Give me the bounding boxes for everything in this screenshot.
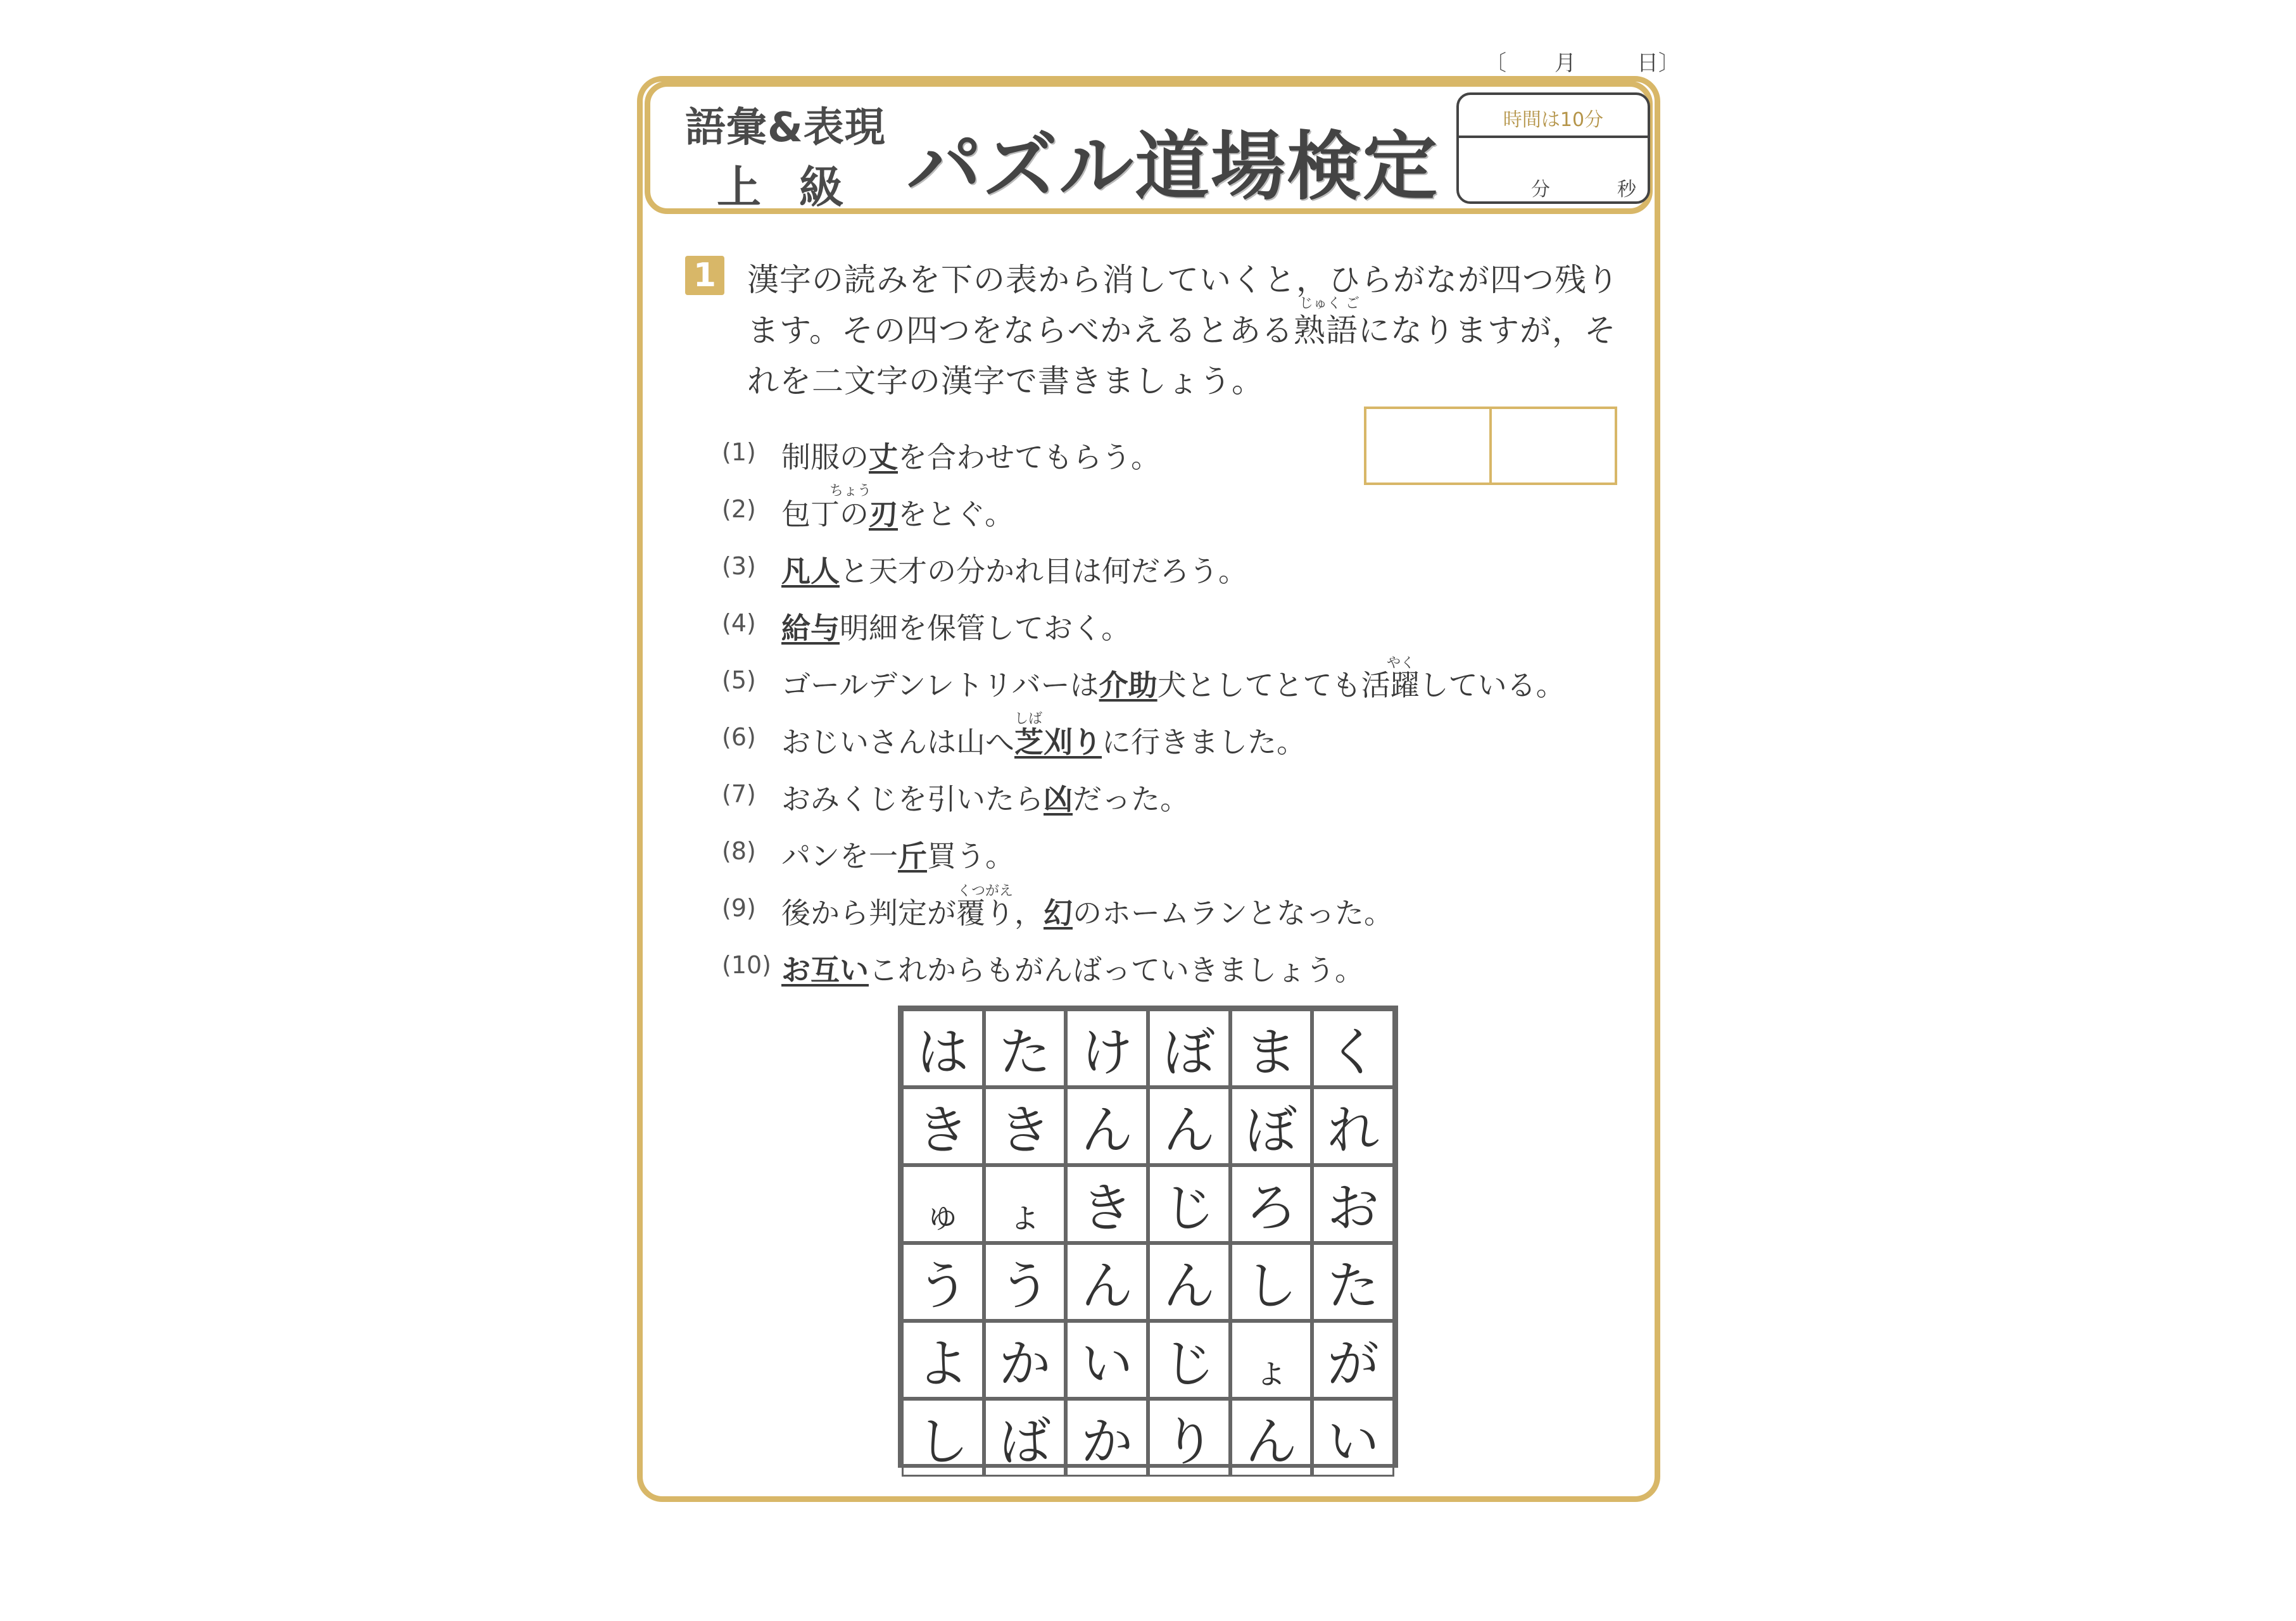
- grid-cell[interactable]: ん: [1148, 1087, 1230, 1165]
- item-sentence: パンを一斤買う。: [781, 839, 1014, 873]
- page-title: パズル道場検定: [907, 123, 1439, 210]
- grid-cell[interactable]: れ: [1312, 1087, 1394, 1165]
- item-target-word: 幻: [1044, 896, 1073, 930]
- instruction-line-2: ます。その四つをならべかえるとある熟語になりますが，そ: [747, 312, 1617, 349]
- instruction-line-1: 漢字の読みを下の表から消していくと，ひらがなが四つ残り: [747, 262, 1619, 298]
- grid-cell[interactable]: う: [902, 1243, 984, 1321]
- instruction-line-3: れを二文字の漢字で書きましょう。: [747, 363, 1264, 400]
- item-number: (9): [722, 894, 756, 922]
- grid-cell[interactable]: ん: [1066, 1087, 1148, 1165]
- item-sentence: 凡人と天才の分かれ目は何だろう。: [781, 554, 1247, 588]
- grid-cell[interactable]: ん: [1230, 1399, 1313, 1477]
- grid-cell[interactable]: き: [902, 1087, 984, 1165]
- item-target-word: 介助: [1099, 668, 1157, 702]
- grid-cell[interactable]: ん: [1148, 1243, 1230, 1321]
- item-number: (10): [722, 951, 772, 979]
- grid-cell[interactable]: け: [1066, 1009, 1148, 1087]
- grid-cell[interactable]: が: [1312, 1321, 1394, 1399]
- item-number: (7): [722, 780, 756, 808]
- grid-cell[interactable]: ょ: [984, 1165, 1066, 1243]
- level-label: 上級: [717, 161, 881, 213]
- item-sentence: 包丁の刃をとぐ。: [781, 497, 1014, 531]
- timer-box: [1456, 92, 1650, 204]
- item-sentence: 給与明細を保管しておく。: [781, 611, 1131, 645]
- timer-label: 時間は10分: [1503, 109, 1604, 131]
- item-ruby: やく: [1387, 655, 1415, 671]
- item-number: (5): [722, 666, 756, 694]
- date-field: [1485, 46, 1680, 76]
- item-target-word: 丈: [869, 440, 898, 474]
- item-target-word: 芝刈り: [1014, 725, 1102, 759]
- grid-cell[interactable]: た: [1312, 1243, 1394, 1321]
- item-target-word: 凶: [1044, 782, 1073, 816]
- item-sentence: おみくじを引いたら凶だった。: [781, 782, 1189, 816]
- timer-divider: [1459, 136, 1648, 138]
- item-number: (4): [722, 609, 756, 637]
- grid-cell[interactable]: し: [902, 1399, 984, 1477]
- grid-cell[interactable]: ま: [1230, 1009, 1313, 1087]
- item-number: (6): [722, 723, 756, 751]
- item-ruby: くつがえ: [957, 883, 1014, 899]
- puzzle-grid: [898, 1006, 1398, 1472]
- answer-cell-1[interactable]: [1366, 409, 1489, 483]
- question-number-badge: 1: [685, 256, 724, 295]
- item-target-word: 刃: [869, 497, 898, 531]
- item-target-word: 給与: [781, 611, 840, 645]
- item-sentence: 後から判定が覆り，幻のホームランとなった。: [781, 896, 1393, 930]
- grid-cell[interactable]: き: [1066, 1165, 1148, 1243]
- item-target-word: お互い: [781, 953, 869, 987]
- date-day-label: 日〕: [1637, 51, 1680, 76]
- grid-cell[interactable]: く: [1312, 1009, 1394, 1087]
- grid-cell[interactable]: ば: [984, 1399, 1066, 1477]
- grid-cell[interactable]: じ: [1148, 1165, 1230, 1243]
- grid-cell[interactable]: か: [1066, 1399, 1148, 1477]
- grid-cell[interactable]: か: [984, 1321, 1066, 1399]
- grid-cell[interactable]: り: [1148, 1399, 1230, 1477]
- grid-cell[interactable]: ぼ: [1148, 1009, 1230, 1087]
- item-ruby: しば: [1014, 711, 1043, 727]
- grid-cell[interactable]: う: [984, 1243, 1066, 1321]
- timer-seconds-field[interactable]: 秒: [1617, 179, 1636, 201]
- category-label: 語彙&表現: [685, 104, 886, 151]
- date-bracket-open: 〔: [1485, 51, 1506, 76]
- timer-minutes-field[interactable]: 分: [1531, 179, 1550, 201]
- answer-box: [1364, 407, 1617, 485]
- item-ruby: ちょう: [829, 483, 872, 499]
- item-target-word: 凡人: [781, 554, 840, 588]
- grid-cell[interactable]: じ: [1148, 1321, 1230, 1399]
- instruction-ruby: じゅく ご: [1299, 296, 1359, 312]
- item-number: (2): [722, 495, 756, 523]
- item-sentence: おじいさんは山へ芝刈りに行きました。: [781, 725, 1306, 759]
- item-sentence: ゴールデンレトリバーは介助犬としてとても活躍している。: [781, 668, 1565, 702]
- answer-cell-2[interactable]: [1489, 409, 1615, 483]
- item-number: (1): [722, 438, 756, 466]
- grid-cell[interactable]: ん: [1066, 1243, 1148, 1321]
- item-number: (8): [722, 837, 756, 865]
- grid-cell[interactable]: き: [984, 1087, 1066, 1165]
- item-target-word: 斤: [898, 839, 927, 873]
- grid-cell[interactable]: ょ: [1230, 1321, 1313, 1399]
- date-month-label: 月: [1555, 51, 1576, 76]
- item-sentence: お互いこれからもがんばっていきましょう。: [781, 953, 1364, 987]
- item-sentence: 制服の丈を合わせてもらう。: [781, 440, 1160, 474]
- grid-cell[interactable]: よ: [902, 1321, 984, 1399]
- grid-cell[interactable]: は: [902, 1009, 984, 1087]
- grid-cell[interactable]: た: [984, 1009, 1066, 1087]
- grid-cell[interactable]: ぼ: [1230, 1087, 1313, 1165]
- grid-cell[interactable]: ろ: [1230, 1165, 1313, 1243]
- item-number: (3): [722, 552, 756, 580]
- grid-cell[interactable]: し: [1230, 1243, 1313, 1321]
- grid-cell[interactable]: お: [1312, 1165, 1394, 1243]
- grid-cell[interactable]: い: [1066, 1321, 1148, 1399]
- grid-cell[interactable]: ゅ: [902, 1165, 984, 1243]
- grid-cell[interactable]: い: [1312, 1399, 1394, 1477]
